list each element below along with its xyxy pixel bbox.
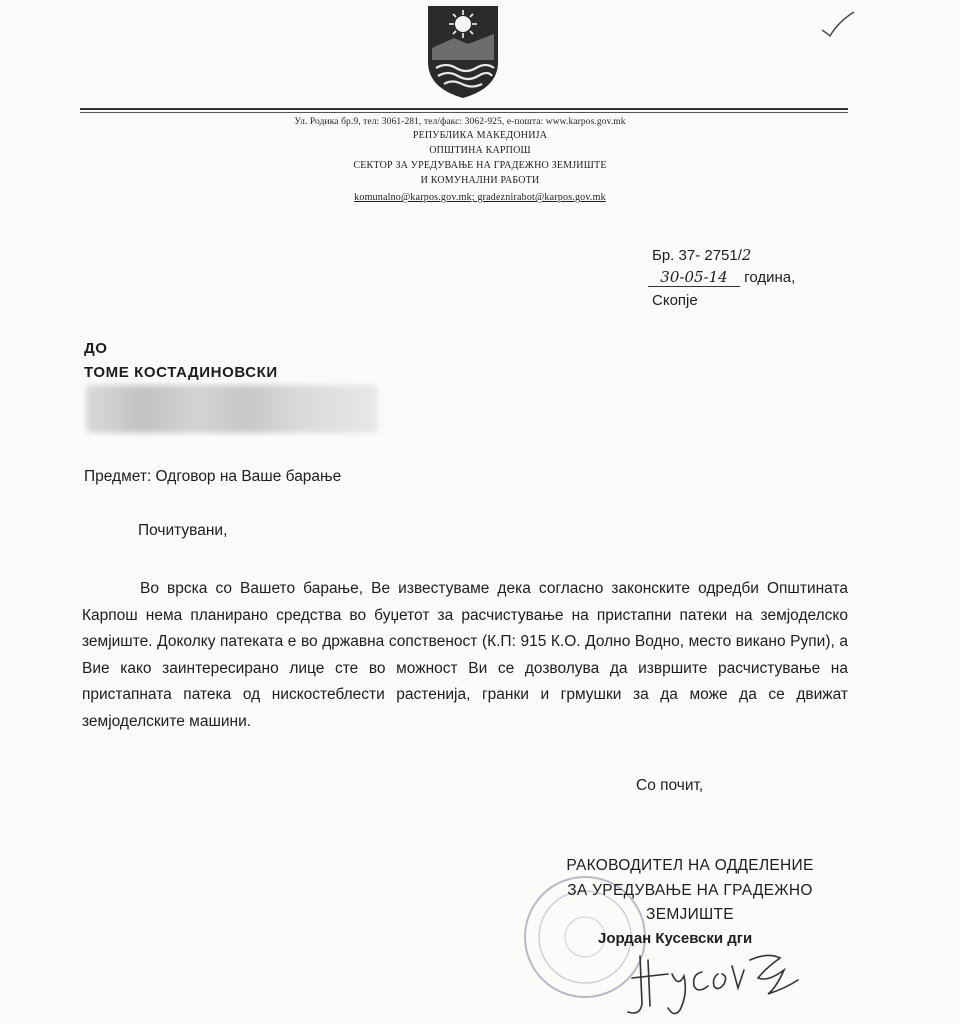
reference-city: Скопје [652, 292, 698, 309]
reference-date [648, 268, 795, 287]
signatory-title-1: РАКОВОДИТЕЛ НА ОДДЕЛЕНИЕ [566, 857, 814, 874]
greeting: Почитувани, [138, 522, 228, 539]
handwritten-signature [618, 948, 803, 1020]
redacted-address [86, 385, 378, 433]
letter-body [82, 576, 848, 735]
reference-number [652, 246, 751, 264]
reference-number-handwritten: 2 [741, 246, 752, 264]
reference-number-printed: Бр. 37- 2751/ [652, 247, 742, 264]
header-rule-thin [80, 112, 848, 113]
header-sector-cont: И КОМУНАЛНИ РАБОТИ [420, 175, 540, 186]
signatory-title-2: ЗА УРЕДУВАЊЕ НА ГРАДЕЖНО [567, 882, 813, 899]
header-municipality: ОПШТИНА КАРПОШ [429, 145, 531, 156]
header-rule [80, 108, 848, 110]
municipality-coat-of-arms [424, 4, 502, 100]
checkmark-icon [818, 10, 858, 40]
header-emails: komunalno@karpos.gov.mk; gradeznirabot@karpos.gov.mk [354, 192, 606, 203]
reference-year-word: година, [744, 269, 796, 286]
header-sector: СЕКТОР ЗА УРЕДУВАЊЕ НА ГРАДЕЖНО ЗЕМЈИШТЕ [353, 160, 607, 171]
subject-line: Предмет: Одговор на Ваше барање [84, 468, 342, 485]
closing: Со почит, [636, 777, 704, 794]
body-paragraph: Во врска со Вашето барање, Ве известуваме дека согласно законските одредби Општината Карпош нема планирано средства во буџетот за расчистување на пристапни патеки на земјоделско земјиште. Доколку патеката е во државна сопственост (К.П: 915 К.О. Долно Водно, место викано Рупи), а Вие како заинтересирано лице сте во можност Ви се дозволува да извршите расчистување на пристапната патека од нискостеблести растенија, гранки и грмушки за да може да се движат земјоделските машини. [82, 580, 848, 730]
header-republic: РЕПУБЛИКА МАКЕДОНИЈА [412, 130, 548, 141]
signatory-title-3: ЗЕМЈИШТЕ [646, 906, 734, 923]
reference-date-handwritten: 30-05-14 [648, 268, 740, 287]
addressee-name: ТОМЕ КОСТАДИНОВСКИ [84, 364, 278, 381]
signatory-name: Јордан Кусевски дги [598, 930, 753, 947]
addressee-to: ДО [84, 340, 108, 357]
header-address: Ул. Родика бр.9, тел: 3061-281, тел/факс: 3062-925, е-пошта: www.karpos.gov.mk [294, 117, 626, 127]
